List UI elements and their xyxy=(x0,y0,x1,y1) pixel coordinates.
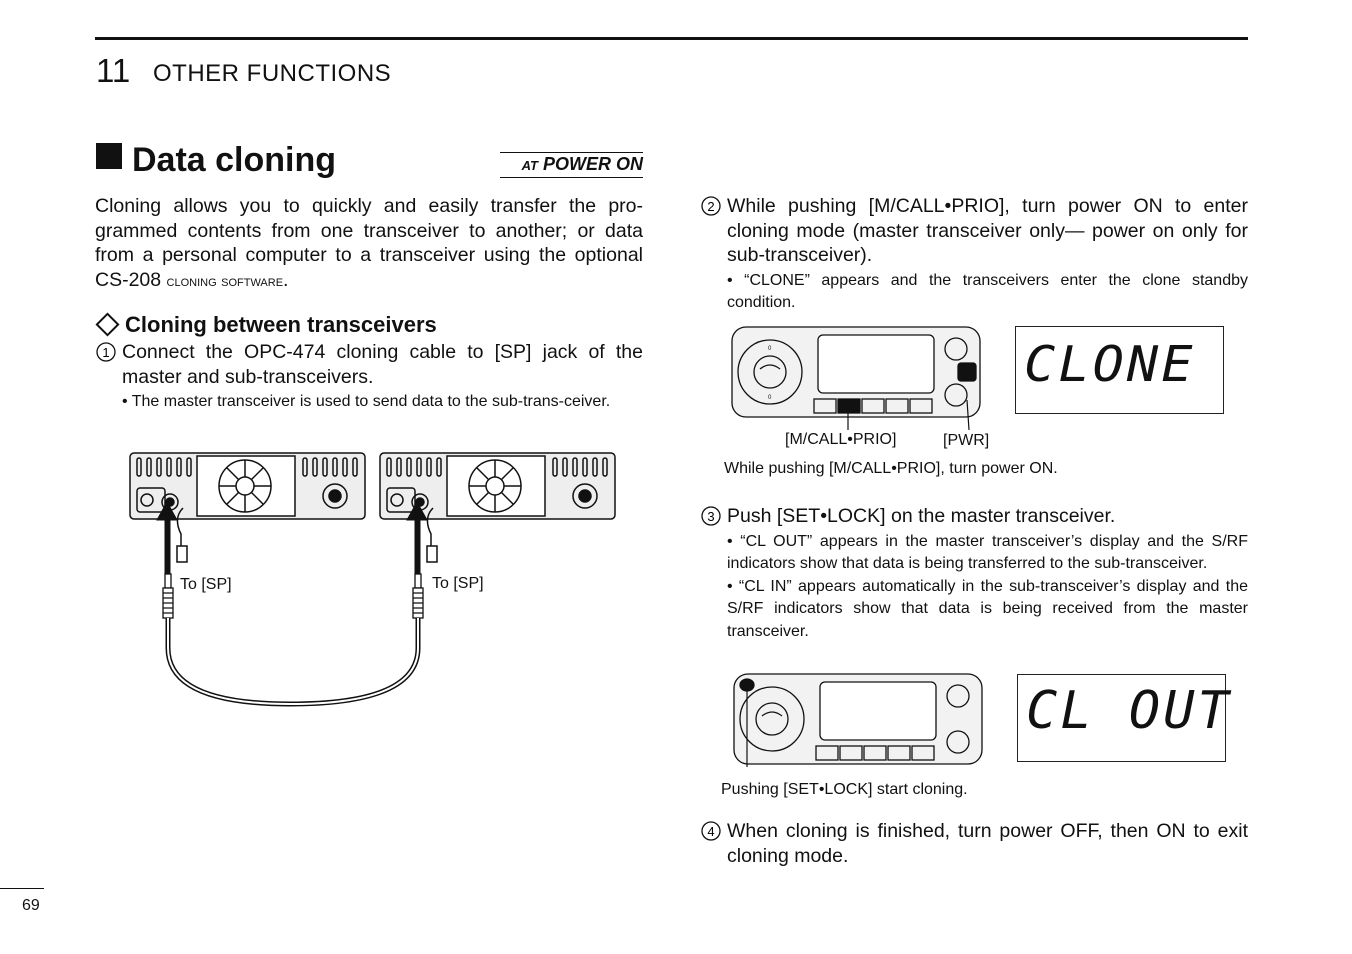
step-1-text: Connect the OPC-474 cloning cable to [SP] jack of the master and sub-transceivers. xyxy=(122,341,643,388)
step-2 xyxy=(701,194,1248,315)
step-4-text: When cloning is finished, turn power OFF, then ON to exit cloning mode. xyxy=(727,820,1248,867)
step-3-text: Push [SET•LOCK] on the master transceiver. xyxy=(727,505,1116,527)
step-4-circled-4-icon xyxy=(701,819,727,868)
subsection-title xyxy=(96,312,437,338)
badge-text: POWER ON xyxy=(542,154,643,174)
step-4 xyxy=(701,819,1248,868)
svg-text:1: 1 xyxy=(102,345,110,360)
chapter-title: OTHER FUNCTIONS xyxy=(153,60,392,87)
step-3-bullet-1: • “CL OUT” appears in the master transceiver’s display and the S/RF indicators show that data is being transferred to the sub-transceiver. xyxy=(727,532,1248,572)
svg-text:0: 0 xyxy=(768,395,772,401)
intro-software-name: cloning software xyxy=(166,272,284,290)
step-1-circled-1-icon xyxy=(96,340,122,414)
intro-text: Cloning allows you to quickly and easily transfer the pro-grammed contents from one transceiver to another; or data from a personal computer to a transceiver using the optional CS-208 xyxy=(95,195,643,291)
footer-rule xyxy=(0,888,44,889)
step-3 xyxy=(701,504,1248,643)
cable xyxy=(168,618,418,704)
lcd-clone-text: CLONE xyxy=(1024,336,1196,394)
header-rule xyxy=(95,37,1248,40)
section-title-text: Data cloning xyxy=(132,141,337,179)
lcd-clout-text: CL OUT xyxy=(1026,681,1232,741)
step-2-bullet: • “CLONE” appears and the transceivers enter the clone standby condition. xyxy=(727,271,1248,311)
chapter-number: 11 xyxy=(96,52,131,89)
section-square-bullet xyxy=(96,143,122,169)
at-power-on-badge xyxy=(500,152,643,178)
step-2-circled-2-icon xyxy=(701,194,727,315)
svg-text:2: 2 xyxy=(707,199,715,214)
step-1 xyxy=(96,340,643,414)
intro-paragraph xyxy=(95,194,643,294)
step-3-circled-3-icon xyxy=(701,504,727,643)
badge-prefix: AT xyxy=(521,158,538,173)
lcd-clout-display xyxy=(1017,674,1232,762)
intro-end: . xyxy=(283,268,289,291)
subsection-title-text: Cloning between transceivers xyxy=(125,312,437,337)
svg-text:3: 3 xyxy=(707,509,715,524)
front-panel-clout-illustration xyxy=(732,672,988,767)
step-1-bullet: • The master transceiver is used to send data to the sub-trans-ceiver. xyxy=(122,393,611,410)
clout-caption: Pushing [SET•LOCK] start cloning. xyxy=(721,781,968,798)
svg-text:0: 0 xyxy=(768,346,772,352)
step-2-text: While pushing [M/CALL•PRIO], turn power ON to enter cloning mode (master transceiver only— power on only for sub-transceiver). xyxy=(727,195,1248,266)
section-title xyxy=(96,141,336,180)
pwr-label: [PWR] xyxy=(943,432,990,449)
clone-caption: While pushing [M/CALL•PRIO], turn power ON. xyxy=(724,460,1058,477)
step-3-bullet-2: • “CL IN” appears automatically in the sub-transceiver’s display and the S/RF indicators show that data is being received from the master transceiver. xyxy=(727,577,1248,640)
m-call-prio-label: [M/CALL•PRIO] xyxy=(785,431,897,448)
diamond-icon xyxy=(95,313,119,337)
to-sp-label-left: To [SP] xyxy=(180,576,232,593)
to-sp-label-right: To [SP] xyxy=(432,575,484,592)
svg-text:4: 4 xyxy=(707,824,715,839)
page-number: 69 xyxy=(22,897,40,914)
lcd-clone-display xyxy=(1015,326,1224,414)
